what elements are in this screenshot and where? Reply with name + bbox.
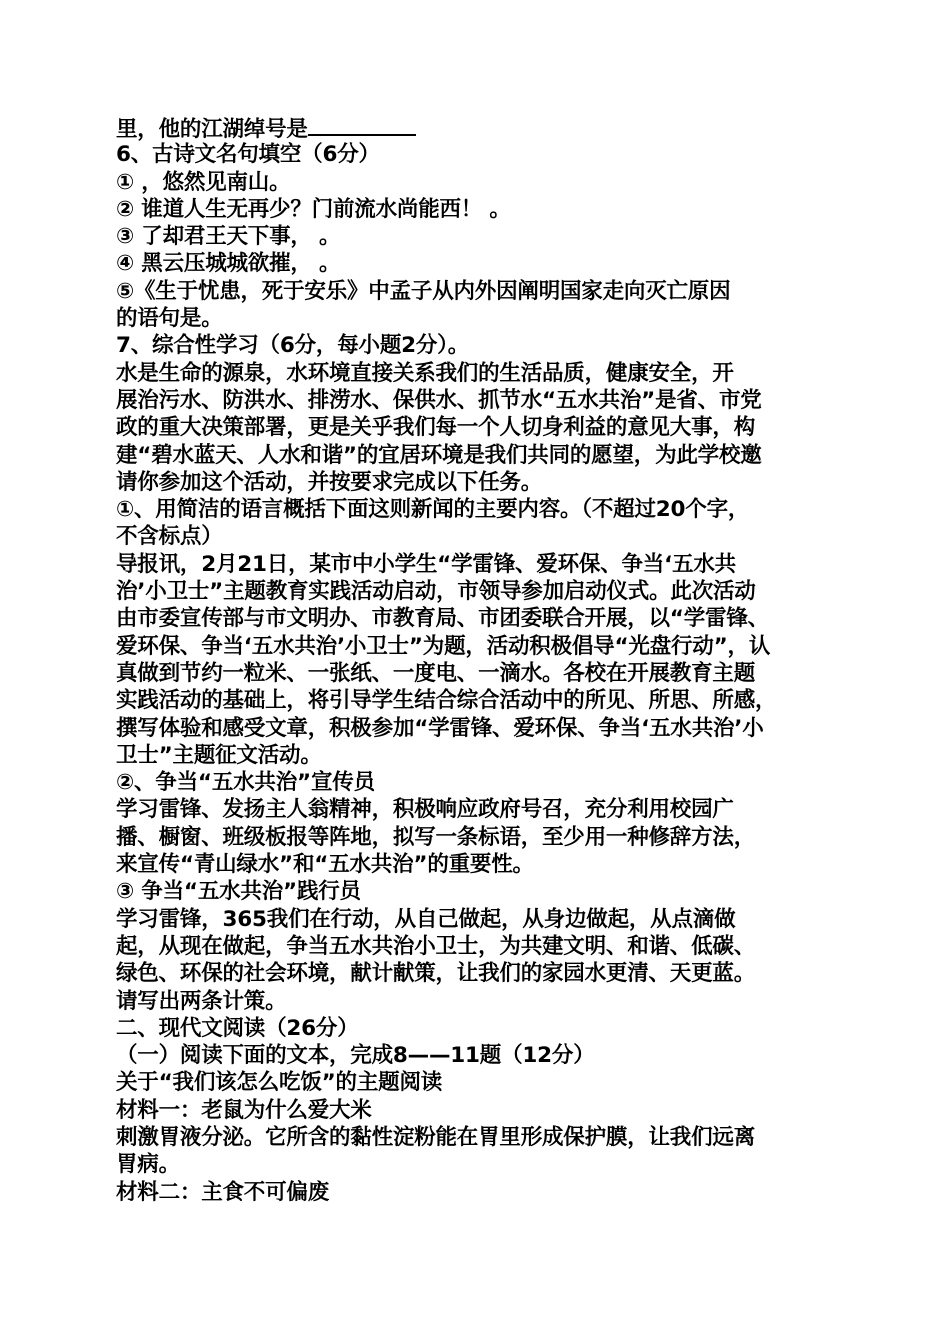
text-line: 学习雷锋，365我们在行动，从自己做起，从身边做起，从点滴做 <box>116 906 736 932</box>
text-line: 由市委宣传部与市文明办、市教育局、市团委联合开展，以“学雷锋、 <box>116 606 769 632</box>
text-line: 政的重大决策部署，更是关乎我们每一个人切身利益的意见大事，构 <box>116 415 756 441</box>
text-line: ③ 了却君王天下事， 。 <box>116 224 341 250</box>
text-line: 刺激胃液分泌。它所含的黏性淀粉能在胃里形成保护膜，让我们远离 <box>116 1124 756 1150</box>
text-line: 建“碧水蓝天、人水和谐”的宜居环境是我们共同的愿望，为此学校邀 <box>116 442 762 468</box>
answer-blank <box>308 114 416 136</box>
text-line: ② 谁道人生无再少？门前流水尚能西！ 。 <box>116 196 511 222</box>
text-line: 展治污水、防洪水、排涝水、保供水、抓节水“五水共治”是省、市党 <box>116 387 762 413</box>
text-line: 撰写体验和感受文章，积极参加“学雷锋、爱环保、争当‘五水共治’小 <box>116 715 764 741</box>
text-line: 学习雷锋、发扬主人翁精神，积极响应政府号召，充分利用校园广 <box>116 797 734 823</box>
text-line: 请你参加这个活动，并按要求完成以下任务。 <box>116 469 543 495</box>
text-line: ①、用简洁的语言概括下面这则新闻的主要内容。（不超过20个字， <box>116 497 750 523</box>
text-line: 不含标点） <box>116 524 223 550</box>
text-line-content: 里，他的江湖绰号是 <box>116 117 308 142</box>
text-line: 关于“我们该怎么吃饭”的主题阅读 <box>116 1070 443 1096</box>
text-line: 治’小卫士”主题教育实践活动启动，市领导参加启动仪式。此次活动 <box>116 579 756 605</box>
text-line: 来宣传“青山绿水”和“五水共治”的重要性。 <box>116 852 534 878</box>
question-heading: 6、古诗文名句填空（6分） <box>116 142 380 168</box>
text-line: 绿色、环保的社会环境，献计献策，让我们的家园水更清、天更蓝。 <box>116 961 756 987</box>
text-line: 实践活动的基础上，将引导学生结合综合活动中的所见、所思、所感， <box>116 688 777 714</box>
text-line: 起，从现在做起，争当五水共治小卫士，为共建文明、和谐、低碳、 <box>116 933 756 959</box>
document-page <box>116 114 846 1206</box>
text-line: ⑤《生于忧患，死于安乐》中孟子从内外因阐明国家走向灭亡原因 <box>116 278 731 304</box>
section-heading: 二、现代文阅读（26分） <box>116 1015 359 1041</box>
question-heading: 7、综合性学习（6分，每小题2分）。 <box>116 333 470 359</box>
text-line: 播、橱窗、班级板报等阵地，拟写一条标语，至少用一种修辞方法， <box>116 824 756 850</box>
text-line: ① ，悠然见南山。 <box>116 169 291 195</box>
text-line: ④ 黑云压城城欲摧， 。 <box>116 251 341 277</box>
text-line <box>116 114 846 141</box>
text-line: 材料一：老鼠为什么爱大米 <box>116 1097 372 1123</box>
text-line: 导报讯，2月21日，某市中小学生“学雷锋、爱环保、争当‘五水共 <box>116 551 736 577</box>
text-line: 卫士”主题征文活动。 <box>116 742 322 768</box>
text-line: 水是生命的源泉，水环境直接关系我们的生活品质，健康安全，开 <box>116 360 734 386</box>
text-line: ②、争当“五水共治”宣传员 <box>116 770 375 796</box>
section-heading: （一）阅读下面的文本，完成8——11题（12分） <box>116 1043 595 1069</box>
text-line: 胃病。 <box>116 1152 180 1178</box>
text-line: 材料二：主食不可偏废 <box>116 1179 330 1205</box>
text-line: 爱环保、争当‘五水共治’小卫士”为题，活动积极倡导“光盘行动”，认 <box>116 633 771 659</box>
text-line: 请写出两条计策。 <box>116 988 287 1014</box>
text-line: 真做到节约一粒米、一张纸、一度电、一滴水。各校在开展教育主题 <box>116 660 756 686</box>
text-line: ③ 争当“五水共治”践行员 <box>116 879 361 905</box>
text-line: 的语句是。 <box>116 306 223 332</box>
